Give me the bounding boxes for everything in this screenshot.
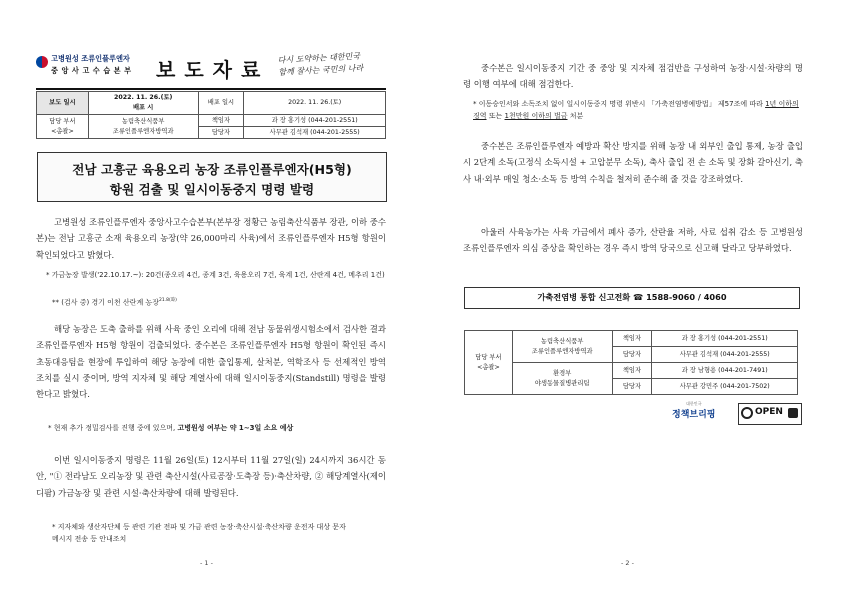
- slogan-line1: 다시 도약하는 대한민국: [277, 51, 361, 65]
- headline-line2: 항원 검출 및 일시이동중지 명령 발령: [109, 182, 315, 197]
- p2-dept2-cell: [512, 363, 612, 395]
- footer-logos: [672, 401, 802, 427]
- hotline-box: [464, 287, 800, 309]
- dept-name-cell: [88, 115, 198, 139]
- footnote-1b-text: ** (검사 중) 경기 이천 산란계 농장: [52, 298, 159, 307]
- release-info-table: [36, 91, 386, 139]
- p2-role-2: 담당자: [612, 347, 652, 363]
- p2-role-3: 책임자: [612, 363, 652, 379]
- slogan: [277, 49, 388, 79]
- org-name-line2: 중 앙 사 고 수 습 본 부: [51, 66, 132, 75]
- slogan-line2: 함께 잘사는 국민의 나라: [278, 63, 364, 77]
- footnote-2: [48, 422, 388, 434]
- release-date-value: 2022. 11. 26.(토): [113, 94, 173, 101]
- page-number-1: - 1 -: [200, 559, 213, 567]
- p2-contact-2: 사무관 김석재 (044-201-2555): [652, 347, 798, 363]
- p2-role-1: 책임자: [612, 331, 652, 347]
- release-date-row: [37, 92, 386, 115]
- p2-footnote-1: [473, 98, 805, 123]
- role-manager: 책임자: [198, 115, 244, 127]
- p2-contact-row-1: [465, 331, 798, 347]
- p2-contact-row-3: [465, 363, 798, 379]
- open-license-text: OPEN: [755, 407, 783, 417]
- header-divider: [36, 88, 386, 90]
- dept-label: 담당 부서: [49, 117, 76, 125]
- p2-body-paragraph-2: 중수본은 조류인플루엔자 예방과 확산 방지를 위해 농장 내 외부인 출입 통제, 농장 출입 시 2단계 소독(고정식 소독시설 + 고압분무 소독), 축사 출입 전 손 소독 및 장화 갈아신기, 축사 내·외부 매일 청소·소독 등 방역 수칙을 철저히 준수해 줄 것을 강조하였다.: [463, 141, 803, 184]
- p2-footnote-1-prison: 1년 이하의 징역: [473, 100, 799, 121]
- footnote-1a: * 가금농장 발생('22.10.17.~): 20건(종오리 4건, 종계 3건, 육용오리 7건, 육계 1건, 산란계 4건, 메추리 1건): [46, 271, 385, 279]
- release-date-cell: [88, 92, 198, 115]
- p2-footnote-1-fine: 1천만원 이하의 벌금: [504, 112, 568, 121]
- p2-footnote-1-e: 처분: [567, 112, 584, 121]
- policy-briefing-text: 정책브리핑: [672, 410, 716, 420]
- dept-name-2: 조류인플루엔자방역과: [112, 127, 174, 135]
- license-badge-icon: [788, 408, 798, 418]
- distribution-date-label: 배포 일시: [198, 92, 244, 115]
- p2-dept2-name1: 환경부: [553, 369, 572, 377]
- dept-label-cell: [37, 115, 89, 139]
- body-paragraph-3: 이번 일시이동중지 명령은 11월 26일(토) 12시부터 11월 27일(일) 24시까지 36시간 동안, "① 전라남도 오리농장 및 관련 축산시설(사료공장·도축장 등)·축산차량, ② 해당계열사(제이디팜) 가금농장 및 관련 시설·축산차량에 대해 발령된다.: [36, 455, 386, 498]
- p2-dept-label-cell: [465, 331, 513, 395]
- release-date-label: 보도 일시: [37, 92, 89, 115]
- manager-contact: 과 장 홍기성 (044-201-2551): [244, 115, 386, 127]
- dept-sub: <총괄>: [51, 127, 74, 135]
- release-date-sub: 배포 시: [132, 104, 154, 111]
- distribution-date-value: 2022. 11. 26.(토): [244, 92, 386, 115]
- open-circle-icon: [741, 407, 753, 419]
- open-license-logo: [738, 403, 802, 425]
- policy-briefing-sub: 대한민국: [686, 401, 702, 406]
- press-release-title: 보도자료: [156, 58, 270, 82]
- footnote-1b: [52, 295, 388, 309]
- org-name-line1: 고병원성 조류인플루엔자: [51, 54, 130, 63]
- p2-role-4: 담당자: [612, 379, 652, 395]
- p2-contact-4: 사무관 강민주 (044-201-7502): [652, 379, 798, 395]
- body-paragraph-2: 해당 농장은 도축 출하를 위해 사육 중인 오리에 대해 전남 동물위생시험소에서 검사한 결과 조류인플루엔자 H5형 항원이 검출되었다. 중수본은 조류인플루엔자 H5형 항원이 확인된 즉시 초동대응팀을 현장에 투입하여 해당 농장에 대한 출입통제, 살처분, 역학조사 등 선제적인 방역조치를 실시 중이며, 방역 지자체 및 해당 계열사에 대해 일시이동중지(Standstill) 명령을 발령한다고 밝혔다.: [36, 324, 386, 400]
- p2-footnote-1-c: 또는: [486, 112, 505, 121]
- p2-dept2-name2: 야생동물질병관리팀: [534, 379, 590, 387]
- p2-body-paragraph-3: 아울러 사육농가는 사육 가금에서 폐사 증가, 산란율 저하, 사료 섭취 감소 등 고병원성 조류인플루엔자 의심 증상을 확인하는 경우 즉시 방역 당국으로 신고해 달라고 당부하였다.: [463, 227, 803, 254]
- p2-dept1-name1: 농림축산식품부: [540, 337, 584, 345]
- p2-contact-3: 과 장 남형용 (044-201-7491): [652, 363, 798, 379]
- p2-dept-sub: <총괄>: [477, 363, 500, 371]
- p2-dept1-name2: 조류인플루엔자방역과: [531, 347, 593, 355]
- org-logo: [36, 52, 132, 82]
- headline-line1: 전남 고흥군 육용오리 농장 조류인플루엔자(H5형): [72, 162, 352, 177]
- officer-contact: 사무관 김석재 (044-201-2555): [244, 127, 386, 139]
- page-1: [0, 0, 420, 595]
- p2-contact-1: 과 장 홍기성 (044-201-2551): [652, 331, 798, 347]
- dept-name-1: 농림축산식품부: [121, 117, 165, 125]
- footnote-2-bold: 고병원성 여부는 약 1~3일 소요 예상: [177, 424, 294, 432]
- page-2: [421, 0, 841, 595]
- policy-briefing-logo: [672, 401, 730, 427]
- page-number-2: - 2 -: [621, 559, 634, 567]
- p2-footnote-1-a: * 이동승인서와 소독조치 없이 일시이동중지 명령 위반시 「가축전염병예방법」 제57조에 따라: [473, 100, 766, 108]
- footnote-3: * 지자체와 생산자단체 등 관련 기관 전파 및 가금 관련 농장·축산시설·축산차량 운전자 대상 문자 메시지 전송 등 안내조치: [52, 523, 346, 544]
- p2-body-paragraph-1: 중수본은 일시이동중지 기간 중 중앙 및 지자체 점검반을 구성하여 농장·시설·차량의 명령 이행 여부에 대해 점검한다.: [463, 63, 803, 90]
- footnote-2-prefix: * 현재 추가 정밀검사를 진행 중에 있으며,: [48, 424, 176, 432]
- footnote-1b-date: 21.8(화): [158, 298, 177, 303]
- hotline-text: 가축전염병 통합 신고전화 ☎ 1588-9060 / 4060: [537, 292, 727, 302]
- taegeuk-emblem-icon: [36, 56, 48, 68]
- body-paragraph-1: 고병원성 조류인플루엔자 중앙사고수습본부(본부장 정황근 농림축산식품부 장관, 이하 중수본)는 전남 고흥군 소재 육용오리 농장(약 26,000마리 사육)에서 조류인플루엔자 H5형 항원이 확인되었다고 밝혔다.: [36, 217, 386, 260]
- contact-row-1: [37, 115, 386, 127]
- role-officer: 담당자: [198, 127, 244, 139]
- p2-dept1-cell: [512, 331, 612, 363]
- p2-contact-table: [464, 330, 798, 395]
- headline-box: [37, 152, 387, 202]
- p2-dept-label: 담당 부서: [475, 353, 502, 361]
